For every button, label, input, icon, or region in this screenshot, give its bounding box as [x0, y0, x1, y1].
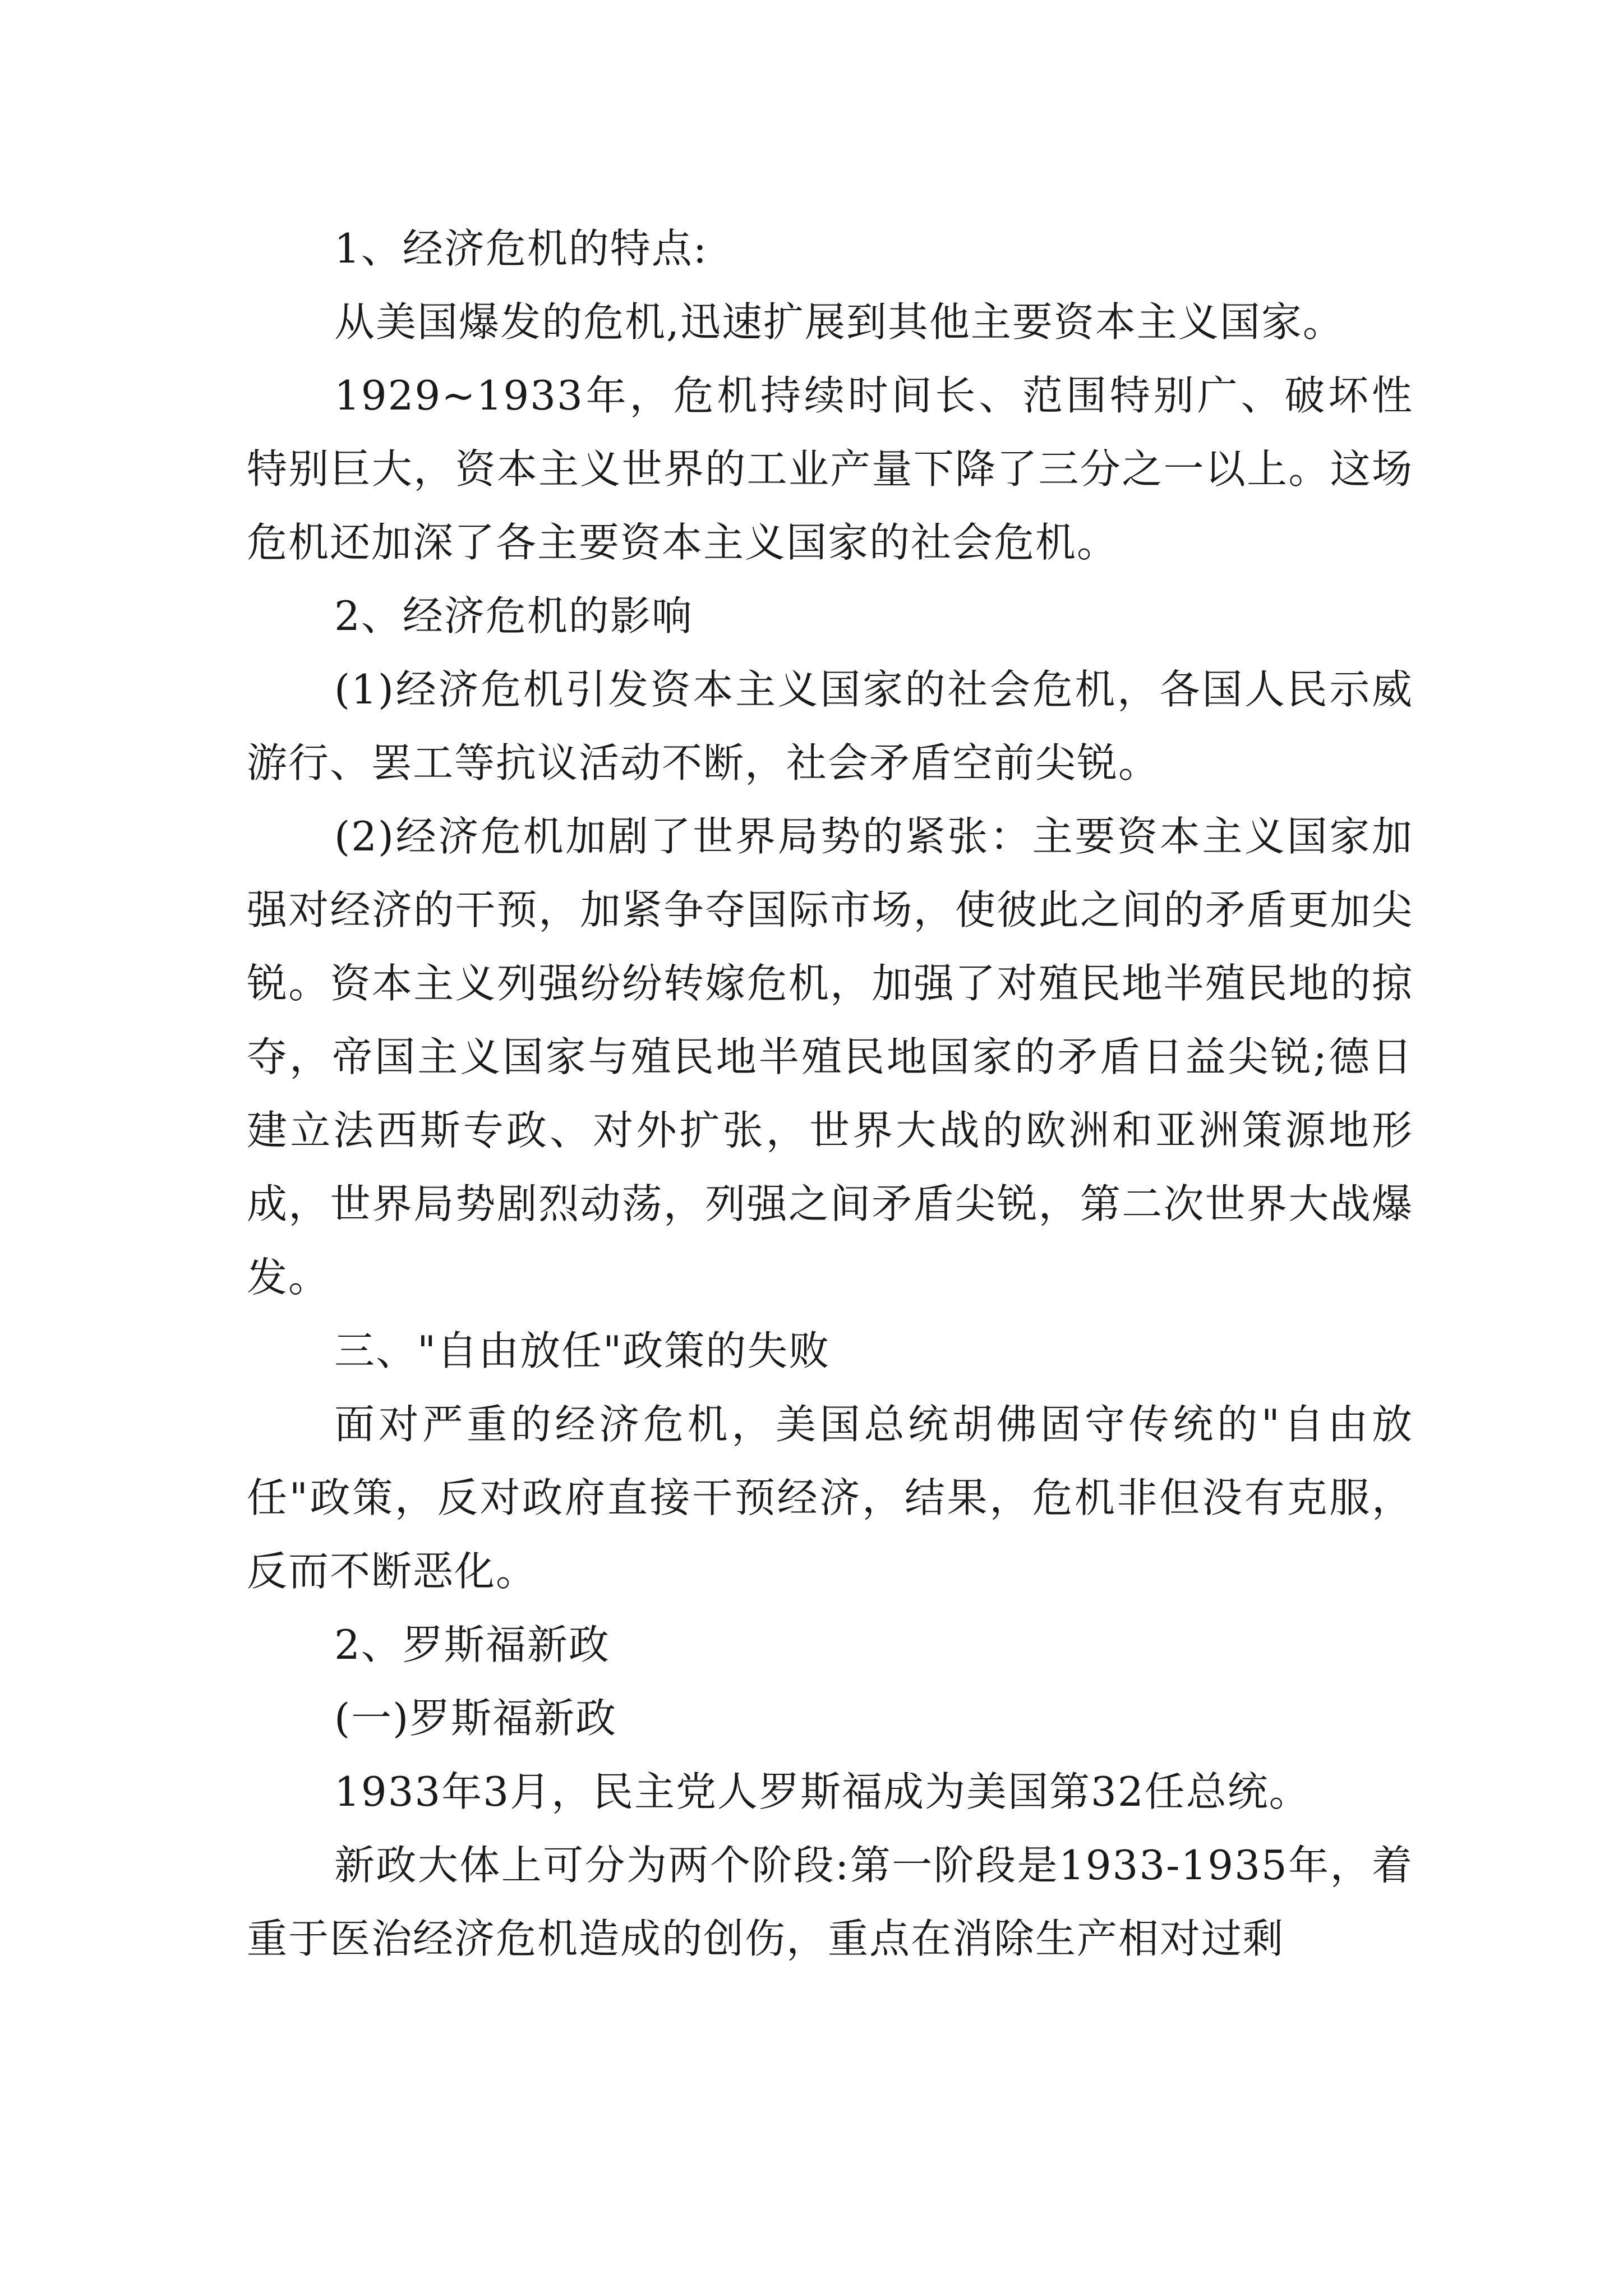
paragraph: 1933年3月，民主党人罗斯福成为美国第32任总统。 — [334, 1768, 1311, 1815]
heading-crisis-features: 1、经济危机的特点: — [334, 225, 708, 272]
heading-crisis-impact: 2、经济危机的影响 — [334, 592, 693, 639]
heading-laissez-faire-failure: 三、"自由放任"政策的失败 — [334, 1327, 831, 1374]
paragraph: (2)经济危机加剧了世界局势的紧张：主要资本主义国家加强对经济的干预，加紧争夺国际市场，使彼此之间的矛盾更加尖锐。资本主义列强纷纷转嫁危机，加强了对殖民地半殖民地的掠夺，帝国主义国家与殖民地半殖民地国家的矛盾日益尖锐;德日建立法西斯专政、对外扩张，世界大战的欧洲和亚洲策源地形成，世界局势剧烈动荡，列强之间矛盾尖锐，第二次世界大战爆发。 — [247, 813, 1413, 1301]
subheading-new-deal: (一)罗斯福新政 — [334, 1695, 617, 1742]
paragraph: 1929~1933年，危机持续时间长、范围特别广、破坏性特别巨大，资本主义世界的工业产量下降了三分之一以上。这场危机还加深了各主要资本主义国家的社会危机。 — [247, 372, 1413, 566]
paragraph: 新政大体上可分为两个阶段:第一阶段是1933-1935年，着重于医治经济危机造成的创伤，重点在消除生产相对过剩 — [247, 1842, 1413, 1962]
paragraph: 从美国爆发的危机,迅速扩展到其他主要资本主义国家。 — [334, 298, 1344, 346]
document-body — [247, 212, 1413, 1976]
paragraph: 面对严重的经济危机，美国总统胡佛固守传统的"自由放任"政策，反对政府直接干预经济，结果，危机非但没有克服，反而不断恶化。 — [247, 1401, 1413, 1595]
heading-new-deal: 2、罗斯福新政 — [334, 1621, 610, 1668]
paragraph: (1)经济危机引发资本主义国家的社会危机，各国人民示威游行、罢工等抗议活动不断，社会矛盾空前尖锐。 — [247, 666, 1413, 786]
